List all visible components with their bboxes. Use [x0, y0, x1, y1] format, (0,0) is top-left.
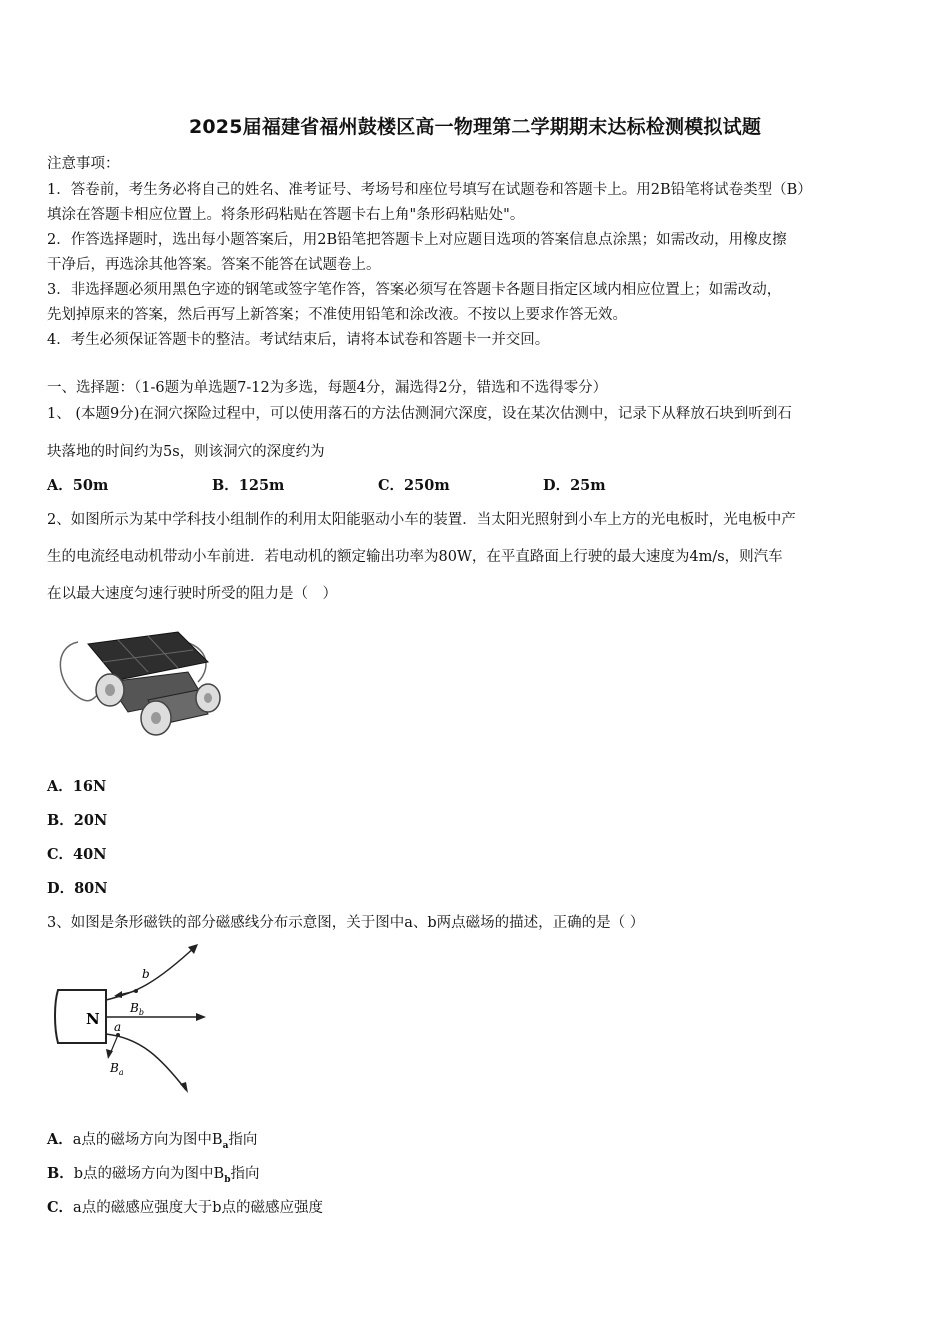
- q1-option-d: D．25m: [543, 477, 606, 494]
- q2-option-c: C．40N: [47, 846, 107, 863]
- q2-stem: 2、如图所示为某中学科技小组制作的利用太阳能驱动小车的装置．当太阳光照射到小车上方的光电板时，光电板中产: [47, 512, 796, 528]
- point-b-label: b: [142, 967, 150, 981]
- notice-line: 4．考生必须保证答题卡的整洁。考试结束后，请将本试卷和答题卡一并交回。: [47, 332, 550, 348]
- q3-option-c: C．a点的磁感应强度大于b点的磁感应强度: [47, 1199, 323, 1216]
- notice-line: 1．答卷前，考生务必将自己的姓名、准考证号、考场号和座位号填写在试题卷和答题卡上。用2B铅笔将试卷类型（B）: [47, 182, 812, 198]
- q1-option-a: A．50m: [47, 477, 109, 494]
- q1-option-c: C．250m: [378, 477, 450, 494]
- magnet-pole-label: N: [86, 1010, 100, 1028]
- q2-option-d: D．80N: [47, 880, 108, 897]
- point-a-label: a: [114, 1020, 122, 1034]
- section-heading: 一、选择题：（1-6题为单选题7-12为多选，每题4分，漏选得2分，错选和不选得零分）: [47, 380, 608, 396]
- q1-stem: 1、 (本题9分)在洞穴探险过程中，可以使用落石的方法估测洞穴深度，设在某次估测中，记录下从释放石块到听到石: [47, 406, 792, 422]
- q3-stem: 3、如图是条形磁铁的部分磁感线分布示意图，关于图中a、b两点磁场的描述，正确的是（ ）: [47, 915, 645, 931]
- q2-stem: 生的电流经电动机带动小车前进．若电动机的额定输出功率为80W，在平直路面上行驶的最大速度为4m/s，则汽车: [47, 549, 783, 565]
- magnetic-field-figure: [46, 938, 216, 1098]
- q2-option-a: A．16N: [47, 778, 107, 795]
- notice-line: 填涂在答题卡相应位置上。将条形码粘贴在答题卡右上角"条形码粘贴处"。: [47, 207, 525, 223]
- notice-heading: 注意事项：: [47, 156, 120, 172]
- q2-option-b: B．20N: [47, 812, 108, 829]
- notice-line: 3．非选择题必须用黑色字迹的钢笔或签字笔作答，答案必须写在答题卡各题目指定区域内相应位置上；如需改动，: [47, 282, 782, 298]
- vector-b-label: $B_b$: [130, 1001, 144, 1017]
- solar-car-figure: [48, 622, 228, 742]
- vector-a-label: $B_a$: [110, 1061, 124, 1077]
- q1-stem: 块落地的时间约为5s，则该洞穴的深度约为: [47, 444, 325, 460]
- page-title: 2025届福建省福州鼓楼区高一物理第二学期期末达标检测模拟试题: [188, 116, 762, 138]
- notice-line: 先划掉原来的答案，然后再写上新答案；不准使用铅笔和涂改液。不按以上要求作答无效。: [47, 307, 627, 323]
- q2-stem: 在以最大速度匀速行驶时所受的阻力是（ ）: [47, 586, 337, 602]
- q1-option-b: B．125m: [212, 477, 285, 494]
- notice-line: 干净后，再选涂其他答案。答案不能答在试题卷上。: [47, 257, 381, 273]
- q3-option-b: B．b点的磁场方向为图中$B_b$指向: [47, 1165, 260, 1185]
- notice-line: 2．作答选择题时，选出每小题答案后，用2B铅笔把答题卡上对应题目选项的答案信息点涂黑；如需改动，用橡皮擦: [47, 232, 787, 248]
- q3-option-a: A．a点的磁场方向为图中$B_a$指向: [47, 1131, 258, 1151]
